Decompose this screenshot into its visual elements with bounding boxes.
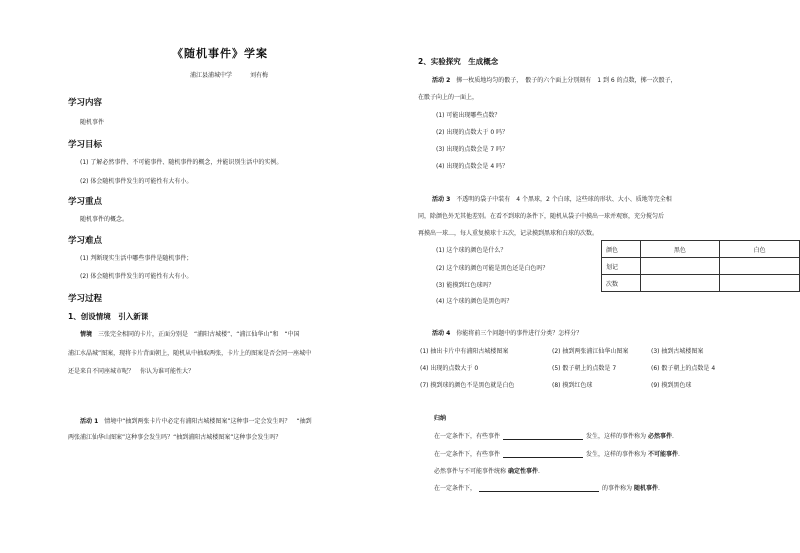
summary-2-middle: 发生，这样的事件称为 [586, 451, 647, 458]
summary-1-middle: 发生，这样的事件称为 [586, 433, 647, 440]
goal-1: (1) 了解必然事件、不可能事件、随机事件的概念，并能识别生活中的实例。 [80, 159, 283, 166]
activity-3-question-3: (3) 能摸到红色球吗？ [436, 282, 495, 289]
event-item-9: (9) 摸到黑色球 [651, 382, 692, 389]
table-row [602, 258, 800, 275]
activity-4-line-1 [432, 328, 582, 337]
activity-2-question-4: (4) 出现的点数会是 4 吗？ [436, 163, 509, 170]
table-header-black: 黑色 [640, 241, 720, 258]
activity-2-question-2: (2) 出现的点数大于 0 吗？ [436, 129, 509, 136]
difficulty-2: (2) 体会随机事件发生的可能性有大有小。 [80, 273, 193, 280]
activity-2-line-2: 在骰子向上的一面上， [418, 94, 479, 101]
summary-2-term: 不可能事件 [647, 451, 678, 458]
event-item-1: (1) 抽出卡片中有浦阳古城楼图案 [420, 348, 509, 355]
heading-goals: 学习目标 [68, 140, 103, 150]
summary-title: 归纳 [434, 415, 447, 422]
heading-key: 学习重点 [68, 197, 103, 207]
table-row-label-count: 次数 [602, 275, 641, 292]
tally-table [601, 240, 800, 292]
page-title: 《随机事件》学案 [172, 47, 268, 60]
summary-4-middle: 的事件称为 [602, 485, 633, 492]
section-1-title: 1、创设情境 引入新课 [68, 312, 149, 321]
summary-4-prefix: 在一定条件下， [434, 485, 477, 492]
event-item-4: (4) 出现的点数大于 0 [420, 365, 479, 372]
summary-4-blank[interactable] [479, 485, 599, 492]
difficulty-1: (1) 判断现实生活中哪些事件是随机事件； [80, 255, 193, 262]
table-cell-blank[interactable] [720, 258, 800, 275]
author-line: 浦江县浦城中学 刘有梅 [190, 72, 269, 79]
event-item-5: (5) 骰子朝上的点数是 7 [552, 365, 617, 372]
event-item-2: (2) 抽到两张浦江仙华山图案 [552, 348, 629, 355]
summary-3-term: 确定性事件 [507, 468, 538, 475]
activity-2-lead: 活动 2 [432, 77, 451, 84]
table-cell-blank[interactable] [640, 275, 720, 292]
table-cell-blank[interactable] [720, 275, 800, 292]
summary-line-2: 在一定条件下，有些事件 发生，这样的事件称为 不可能事件. [434, 451, 680, 458]
event-item-8: (8) 摸到红色球 [552, 382, 593, 389]
activity-1-line-1 [80, 416, 312, 425]
summary-2-blank[interactable] [503, 451, 583, 458]
content-text: 随机事件 [80, 119, 105, 126]
activity-3-lead: 活动 3 [432, 196, 451, 203]
section-2-title: 2、实验探究 生成概念 [418, 57, 499, 66]
summary-2-prefix: 在一定条件下，有些事件 [434, 451, 501, 458]
activity-4-lead: 活动 4 [432, 330, 451, 337]
scenario-paragraph-line-2: 浦江水晶城”图案，现将卡片背面朝上，随机从中抽取两张，卡片上的图案是否会同一座城中 [68, 350, 312, 357]
heading-process: 学习过程 [68, 294, 103, 304]
activity-3-text-1: 不透明的袋子中装有 4 个黑球，2 个白球，这些球的形状、大小、质地等完全相 [450, 196, 672, 203]
activity-3-question-1: (1) 这个球的颜色是什么？ [436, 247, 507, 254]
activity-1-line-2: 两张浦江仙华山图案”这种事会发生吗？“抽到浦阳古城楼图案”这种事会发生吗？ [68, 434, 282, 441]
scenario-paragraph-line-1 [80, 329, 300, 338]
goal-2: (2) 体会随机事件发生的可能性有大有小。 [80, 178, 193, 185]
activity-3-line-1 [432, 194, 672, 203]
event-item-3: (3) 抽到古城楼图案 [651, 348, 704, 355]
summary-4-term: 随机事件 [633, 485, 658, 492]
activity-1-text-1: 情境中“抽到两张卡片中必定有浦阳古城楼图案”这种事一定会发生吗？ “抽到 [98, 418, 312, 425]
summary-1-blank[interactable] [503, 433, 583, 440]
activity-2-question-3: (3) 出现的点数会是 7 吗？ [436, 146, 509, 153]
table-cell-blank[interactable] [640, 258, 720, 275]
summary-3-prefix: 必然事件与不可能事件统称 [434, 468, 507, 475]
table-row [602, 275, 800, 292]
table-header-white: 白色 [720, 241, 800, 258]
event-item-6: (6) 骰子朝上的点数是 4 [651, 365, 716, 372]
summary-line-3: 必然事件与不可能事件统称 确定性事件. [434, 468, 540, 475]
key-text: 随机事件的概念。 [80, 216, 129, 223]
activity-3-question-2: (2) 这个球的颜色可能是黑色还是白色吗？ [436, 265, 549, 272]
summary-1-prefix: 在一定条件下，有些事件 [434, 433, 501, 440]
table-header-color: 颜色 [602, 241, 641, 258]
activity-3-line-2: 同，除颜色外无其他差别。在看不到球的条件下，随机从袋子中摸出一球并观察，充分搅匀后 [418, 213, 665, 220]
summary-line-4: 在一定条件下， 的事件称为 随机事件. [434, 485, 660, 492]
summary-1-term: 必然事件 [647, 433, 672, 440]
activity-3-line-3: 再摸出一球…，每人重复摸球十五次，记录摸到黑球和白球的次数。 [418, 230, 599, 237]
activity-1-lead: 活动 1 [80, 418, 99, 425]
table-row-label-tally: 划记 [602, 258, 641, 275]
scenario-lead: 情境 [80, 331, 93, 338]
activity-3-question-4: (4) 这个球的颜色是黑色吗？ [436, 298, 513, 305]
heading-difficulty: 学习难点 [68, 236, 103, 246]
activity-2-text-1: 掷一枚质地均匀的骰子， 骰子的六个面上分别刻有 1 到 6 的点数，掷一次骰子， [450, 77, 677, 84]
activity-2-question-1: (1) 可能出现哪些点数？ [436, 112, 501, 119]
scenario-text-1: 三张完全相同的卡片，正面分别是 “浦阳古城楼”、“浦江仙华山”和 “中国 [92, 331, 300, 338]
event-item-7: (7) 摸到球的颜色不是黑色就是白色 [420, 382, 515, 389]
heading-content: 学习内容 [68, 98, 103, 108]
tally-table-header [602, 241, 800, 258]
scenario-paragraph-line-3: 还是来自不同座城市呢？ 你认为谁可能性大？ [68, 368, 195, 375]
activity-4-text-1: 你能将前三个问题中的事件进行分类？怎样分？ [450, 330, 583, 337]
activity-2-line-1 [432, 75, 677, 84]
summary-line-1: 在一定条件下，有些事件 发生，这样的事件称为 必然事件. [434, 433, 674, 440]
